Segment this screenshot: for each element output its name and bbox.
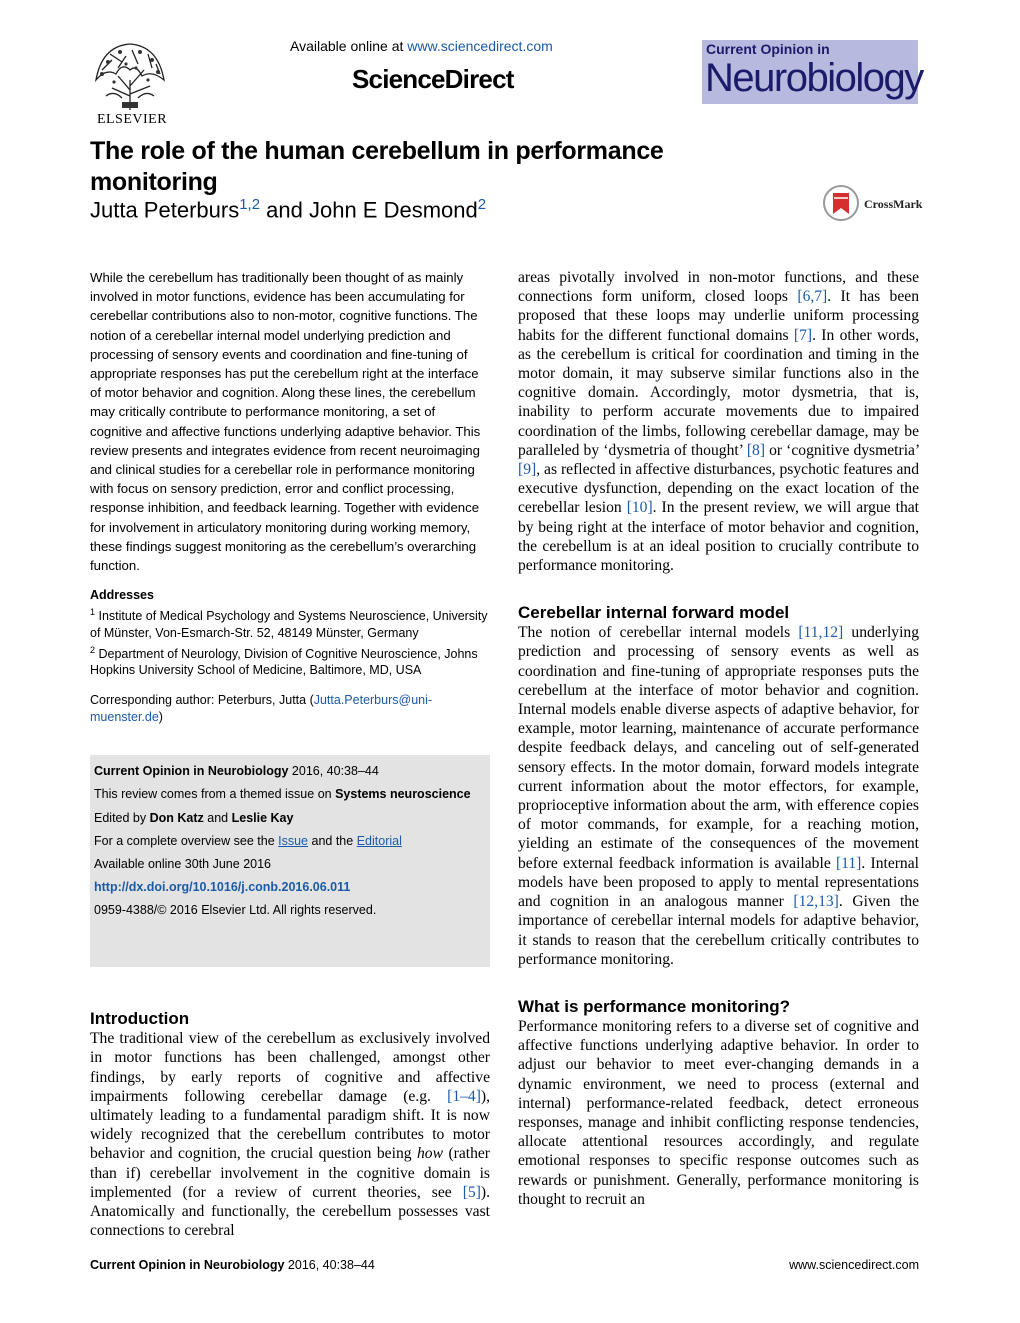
theme-prefix: This review comes from a themed issue on [94,787,332,802]
cont-text-6: . In the present review, we will argue that by being right at the interface of motor behavior and cognition, the cerebellum is at an ideal position to crucially contribute to performance monitoring. [518,499,920,575]
ref-link[interactable]: [9] [518,461,537,479]
intro-continued [518,268,919,575]
journal-logo-title: Neurobiology [705,56,923,100]
cont-text-5: , as reflected in affective disturbances, psychotic features and executive dysfunction, depending on the exact location of the cerebellar lesion [518,461,919,517]
copyright: 0959-4388/© 2016 Elsevier Ltd. All rights reserved. [94,903,377,918]
forward-text-2: underlying prediction and processing of sensory events as well as coordination and fine-tuning of appropriate responses puts the cerebellum at the interface of motor behavior and cognition. Internal models enable diverse aspects of adaptive behavior, for example, motor learning, maintenance of accurate performance despite feedback delays, and canceling out of self-generated sensory effects. In the motor domain, forward models integrate current information about the motor effectors, for example, proprioceptive information about the arm, with efference copies of motor commands, for example, for a reaching motion, yielding an estimate of the consequences of the movement before external feedback information is available [518,624,919,872]
cont-text-4: or ‘cognitive dysmetria’ [765,441,919,459]
forward-text-3: . Internal models have been proposed to apply to mental representations and cognition in an analogous manner [518,854,919,911]
cont-text-2: . It has been proposed that these loops may underlie uniform processing habits for the different functional domains [518,288,919,344]
address-1 [90,604,490,641]
forward-text-4: . Given the importance of cerebellar internal models for adaptive behavior, it stands to reason that the cerebellum critically contributes to performance monitoring. [518,893,919,968]
intro-emphasis: how [417,1145,443,1163]
cont-text-1: areas pivotally involved in non-motor functions, and these connections form uniform, closed loops [518,269,919,306]
ref-link[interactable]: [6,7] [797,288,828,306]
journal-logo [702,40,923,104]
corresponding-email[interactable]: Jutta.Peterburs@uni-muenster.de [90,692,433,724]
intro-text-4: ). Anatomically and functionally, the cerebellum possesses vast connections to cerebral [90,1183,490,1240]
intro-heading: Introduction [90,1009,190,1029]
editors-and: and [207,810,229,825]
available-online [290,38,553,54]
journal-logo-top: Current Opinion in [706,41,830,57]
addresses-heading: Addresses [90,588,154,603]
ref-link[interactable]: [7] [793,326,813,344]
crossmark-label: CrossMark [864,197,923,211]
ref-link[interactable]: [10] [626,499,653,517]
performance-monitoring-paragraph: Performance monitoring refers to a diverse set of cognitive and affective functions underlying adaptive behavior. In order to adjust our behavior to meet ever-changing demands in a dynamic environment, we need to process (external and internal) performance-related feedback, detect erroneous responses, manage and inhibit conflicting response tendencies, allocate attentional resources accordingly, and regulate emotional responses to specific response outcomes such as rewards or punishment. Generally, performance monitoring is thought to recruit an [518,1017,919,1208]
footer-citation [90,1258,375,1272]
ref-link[interactable]: [12,13] [793,893,839,911]
address-2 [90,642,490,679]
forward-text-1: The notion of cerebellar internal models [518,624,799,642]
intro-text-2: ), ultimately leading to a fundamental paradigm shift. It is now widely recognized that the cerebellum contributes to motor behavior and cognition, the crucial question being [90,1087,490,1163]
theme-line [94,786,486,802]
editorial-link[interactable]: Editorial [356,833,402,848]
available-prefix: Available online at [290,38,404,54]
ref-link[interactable]: [5] [462,1183,481,1201]
abstract: While the cerebellum has traditionally been thought of as mainly involved in motor functions, evidence has been accumulating for cerebellar contributions also to non-motor, cognitive functions. The notion of a cerebellar internal model underlying prediction and processing of sensory events and coordination and fine-tuning of appropriate responses has put the cerebellum right at the interface of motor behavior and cognition. Along these lines, the cerebellum may critically contribute to performance monitoring, a set of cognitive and affective functions underlying adaptive behavior. This review presents and integrates evidence from recent neuroimaging and clinical studies for a cerebellar role in performance monitoring with focus on sensory prediction, error and conflict processing, response inhibition, and feedback learning. Together with evidence for involvement in articulatory monitoring during working memory, these findings suggest monitoring as the cerebellum’s overarching function. [90,270,481,574]
sciencedirect-link[interactable]: www.sciencedirect.com [407,38,553,54]
corresponding-close: ) [158,709,163,724]
ref-link[interactable]: [11,12] [798,624,844,642]
editors-line [94,810,486,826]
overview-line [94,833,486,849]
editor-1: Don Katz [149,810,204,825]
cont-text-3: . In other words, as the cerebellum is critical for coordination and timing in the motor domain, it may subserve similar functions also in the cognitive domain. Accordingly, motor dysmetria, that is, inability to perform accurate movements due to impaired coordination of the limbs, following cerebellar damage, may be paralleled by ‘dysmetria of thought’ [518,326,919,459]
forward-model-paragraph [518,623,919,969]
forward-model-heading: Cerebellar internal forward model [518,603,790,623]
intro-text-3: (rather than if) cerebellar involvement in the cognitive domain is implemented (for a review of current theories, see [90,1145,491,1201]
editor-2: Leslie Kay [231,810,294,825]
overview-and: and the [311,833,354,848]
footer-url[interactable]: www.sciencedirect.com [789,1258,919,1272]
online-date: Available online 30th June 2016 [94,856,271,871]
overview-prefix: For a complete overview see the [94,833,275,848]
corresponding-label: Corresponding author: Peterburs, Jutta ( [90,692,314,707]
ref-link[interactable]: [1–4] [447,1087,481,1105]
article-title: The role of the human cerebellum in performance monitoring [90,137,664,196]
doi-link[interactable]: http://dx.doi.org/10.1016/j.conb.2016.06.011 [94,880,351,895]
author-1-affiliation[interactable]: 1,2 [239,196,261,213]
author-2: and John E Desmond [266,197,478,223]
address-1-number: 1 [90,607,96,618]
author-1: Jutta Peterburs [90,197,240,223]
citation-line [94,763,486,779]
publisher-name: ELSEVIER [96,112,168,127]
platform-name: ScienceDirect [352,64,514,94]
info-citation: 2016, 40:38–44 [291,764,379,779]
ref-link[interactable]: [8] [746,441,766,459]
address-2-text: Department of Neurology, Division of Cognitive Neuroscience, Johns Hopkins University School of Medicine, Baltimore, MD, USA [90,646,478,678]
intro-paragraph [90,1029,490,1240]
article-info-box [90,755,490,967]
author-2-affiliation[interactable]: 2 [477,196,487,213]
info-journal: Current Opinion in Neurobiology [94,764,289,779]
edited-prefix: Edited by [94,810,147,825]
address-2-number: 2 [90,644,96,655]
intro-text-1: The traditional view of the cerebellum as exclusively involved in motor functions has been challenged, amongst other findings, by early reports of cognitive and affective impairments following cerebellar damage (e.g. [90,1030,490,1105]
footer-volume: 2016, 40:38–44 [287,1258,375,1272]
corresponding-author [90,692,490,725]
issue-link[interactable]: Issue [278,833,309,848]
crossmark-icon [822,184,860,222]
author-list [90,196,486,223]
ref-link[interactable]: [11] [835,854,862,872]
footer-journal: Current Opinion in Neurobiology [90,1258,285,1272]
crossmark-badge[interactable] [822,184,922,222]
address-1-text: Institute of Medical Psychology and Systems Neuroscience, University of Münster, Von-Esmarch-Str. 52, 48149 Münster, Germany [90,609,488,640]
performance-monitoring-heading: What is performance monitoring? [518,996,791,1016]
theme-name: Systems neuroscience [335,787,471,802]
